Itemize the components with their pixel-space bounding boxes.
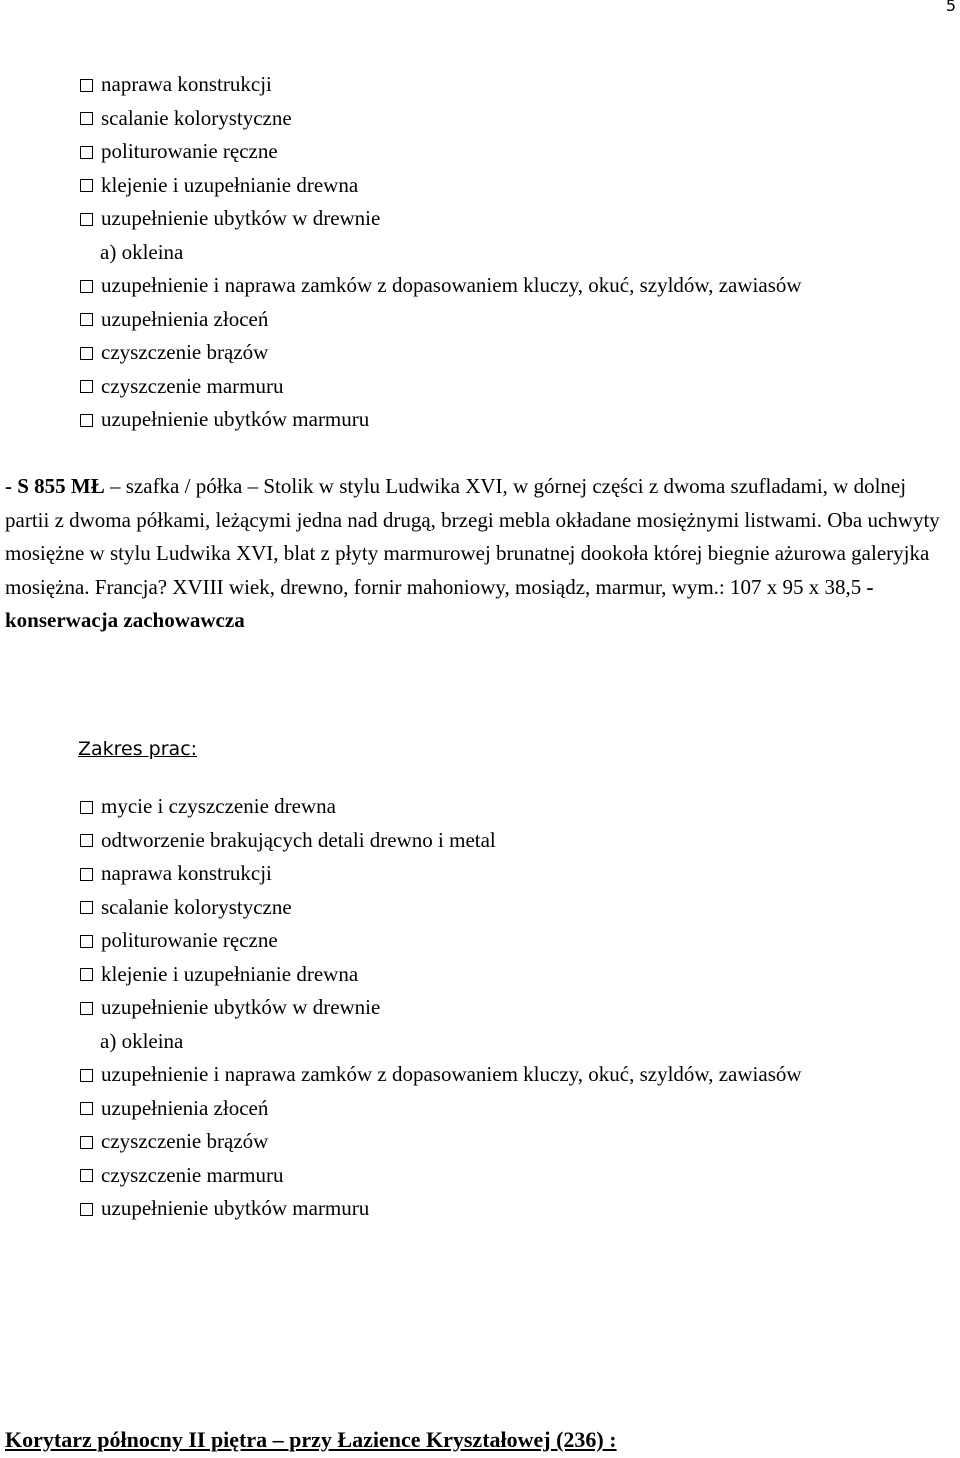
- list-item-label: mycie i czyszczenie drewna: [101, 794, 336, 818]
- checkbox-icon: [80, 414, 93, 427]
- list-item: [80, 102, 802, 136]
- list-item-label: uzupełnienie ubytków marmuru: [101, 407, 370, 431]
- list-item-label: uzupełnienie i naprawa zamków z dopasowaniem kluczy, okuć, szyldów, zawiasów: [101, 1062, 802, 1086]
- checkbox-icon: [80, 112, 93, 125]
- list-item-label: czyszczenie marmuru: [101, 1162, 284, 1187]
- list-item-label: czyszczenie brązów: [101, 1129, 269, 1153]
- list-item-label: scalanie kolorystyczne: [101, 894, 292, 919]
- checkbox-icon: [80, 1069, 93, 1082]
- list-item-label: czyszczenie marmuru: [101, 373, 284, 398]
- checkbox-icon: [80, 380, 93, 393]
- list-subitem-label: a) okleina: [100, 239, 184, 264]
- list-subitem: [80, 236, 802, 270]
- list-item-label: politurowanie ręczne: [101, 928, 278, 952]
- item-description: [5, 470, 955, 638]
- list-item: [80, 1092, 802, 1126]
- list-item-label: naprawa konstrukcji: [101, 861, 272, 885]
- list-item-label: odtworzenie brakujących detali drewno i metal: [101, 827, 496, 852]
- list-item: [80, 68, 802, 102]
- work-list: [80, 790, 802, 1226]
- checkbox-icon: [80, 347, 93, 360]
- list-item-label: klejenie i uzupełnianie drewna: [101, 172, 359, 197]
- list-item: [80, 336, 802, 370]
- page-number: 5: [945, 0, 956, 15]
- list-item: [80, 202, 802, 236]
- list-item: [80, 370, 802, 404]
- list-item-label: uzupełnienia złoceń: [101, 306, 269, 331]
- checkbox-icon: [80, 1002, 93, 1015]
- list-item-label: uzupełnienie ubytków w drewnie: [101, 206, 381, 230]
- checkbox-icon: [80, 1169, 93, 1182]
- list-item: [80, 303, 802, 337]
- checkbox-icon: [80, 1102, 93, 1115]
- list-item: [80, 924, 802, 958]
- list-item-label: scalanie kolorystyczne: [101, 105, 292, 130]
- list-subitem-label: a) okleina: [100, 1028, 184, 1053]
- list-item: [80, 790, 802, 824]
- checkbox-icon: [80, 801, 93, 814]
- item-code: - S 855 MŁ: [5, 474, 105, 498]
- room-heading: Korytarz północny II piętra – przy Łazience Kryształowej (236) :: [5, 1427, 617, 1452]
- checkbox-icon: [80, 146, 93, 159]
- checkbox-icon: [80, 313, 93, 326]
- conservation-scope: - konserwacja zachowawcza: [5, 574, 874, 632]
- list-item-label: czyszczenie brązów: [101, 340, 269, 364]
- checkbox-icon: [80, 901, 93, 914]
- list-item: [80, 857, 802, 891]
- list-item-label: klejenie i uzupełnianie drewna: [101, 961, 359, 986]
- list-item: [80, 269, 802, 303]
- list-item-label: politurowanie ręczne: [101, 139, 278, 163]
- list-item-label: uzupełnienie ubytków w drewnie: [101, 995, 381, 1019]
- list-item: [80, 403, 802, 437]
- list-item: [80, 824, 802, 858]
- item-description-text: – szafka / półka – Stolik w stylu Ludwika XVI, w górnej części z dwoma szufladami, w dolnej partii z dwoma półkami, leżącymi jedna nad drugą, brzegi mebla okładane mosiężnymi listwami. Oba uchwyty mosiężne w stylu Ludwika XVI, blat z płyty marmurowej brunatnej dookoła której biegnie ażurowa galeryjka mosiężna. Francja? XVIII wiek, drewno, fornir mahoniowy, mosiądz, marmur, wym.: 107 x 95 x 38,5: [5, 474, 940, 599]
- checkbox-icon: [80, 834, 93, 847]
- section-heading: Zakres prac:: [78, 738, 198, 760]
- checkbox-icon: [80, 968, 93, 981]
- list-item: [80, 1192, 802, 1226]
- list-subitem: [80, 1025, 802, 1059]
- checkbox-icon: [80, 79, 93, 92]
- list-item-label: naprawa konstrukcji: [101, 72, 272, 96]
- list-item: [80, 1159, 802, 1193]
- list-item-label: uzupełnienie i naprawa zamków z dopasowaniem kluczy, okuć, szyldów, zawiasów: [101, 273, 802, 297]
- checkbox-icon: [80, 1136, 93, 1149]
- list-item: [80, 891, 802, 925]
- list-item: [80, 1125, 802, 1159]
- list-item-label: uzupełnienia złoceń: [101, 1095, 269, 1120]
- list-item: [80, 135, 802, 169]
- checkbox-icon: [80, 935, 93, 948]
- checkbox-icon: [80, 179, 93, 192]
- list-item: [80, 169, 802, 203]
- checkbox-icon: [80, 280, 93, 293]
- checkbox-icon: [80, 868, 93, 881]
- list-item: [80, 1058, 802, 1092]
- work-list-continued: [80, 68, 802, 437]
- list-item: [80, 958, 802, 992]
- checkbox-icon: [80, 1203, 93, 1216]
- list-item-label: uzupełnienie ubytków marmuru: [101, 1196, 370, 1220]
- list-item: [80, 991, 802, 1025]
- checkbox-icon: [80, 213, 93, 226]
